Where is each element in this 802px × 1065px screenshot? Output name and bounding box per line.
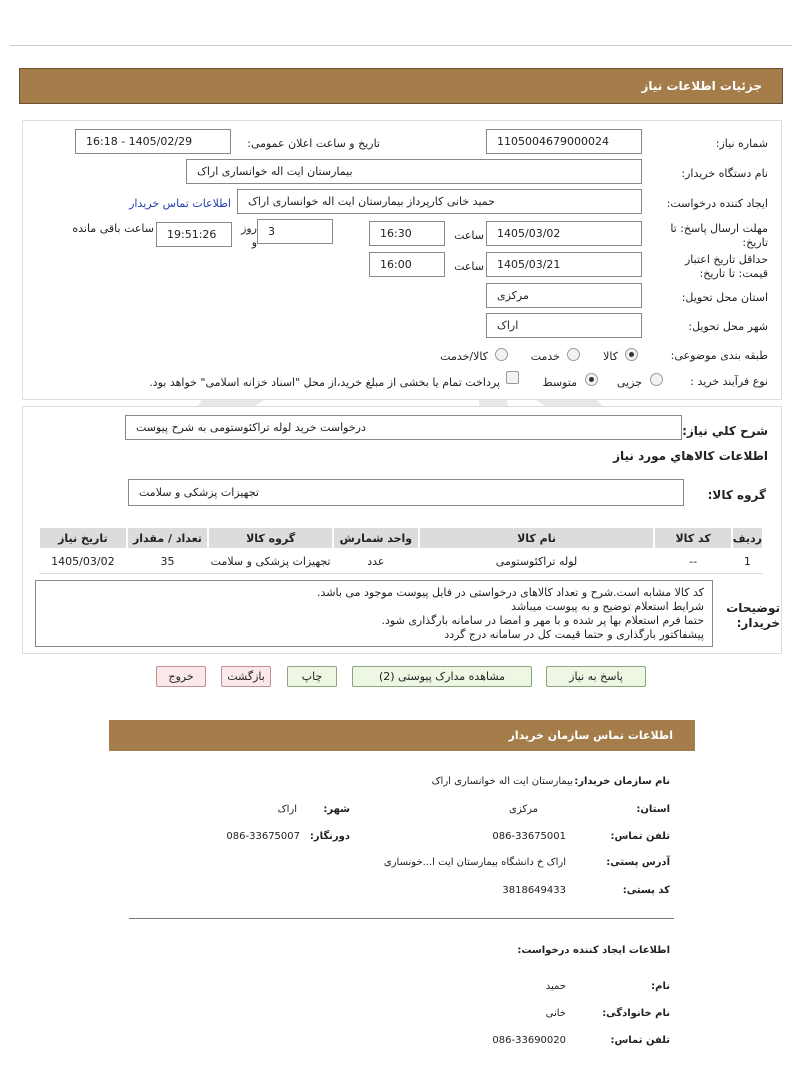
validity-time-label: ساعت bbox=[454, 260, 484, 273]
col-code: کد کالا bbox=[654, 527, 731, 549]
cell-quantity: 35 bbox=[127, 549, 208, 573]
fax-value: 086-33675007 bbox=[226, 831, 300, 842]
days-label: روز و bbox=[241, 222, 257, 249]
category-label: طبقه بندی موضوعی: bbox=[670, 349, 768, 362]
creator-field: حمید خانی کارپرداز بیمارستان ایت اله خوانساری اراک bbox=[237, 189, 642, 214]
fax-label: دورنگار: bbox=[309, 831, 350, 842]
province-label: استان محل تحویل: bbox=[681, 291, 768, 304]
category-goods-label: کالا bbox=[603, 350, 618, 363]
cell-unit: عدد bbox=[333, 549, 419, 573]
treasury-payment-note: پرداخت تمام یا بخشی از مبلغ خرید،از محل "اسناد خزانه اسلامی" خواهد بود. bbox=[149, 376, 500, 389]
col-name: نام کالا bbox=[419, 527, 655, 549]
process-medium-label: متوسط bbox=[542, 376, 577, 389]
deadline-time-label: ساعت bbox=[454, 229, 484, 242]
category-goods-radio[interactable] bbox=[625, 348, 638, 361]
deadline-label: مهلت ارسال پاسخ: تا تاریخ: bbox=[670, 222, 768, 249]
announce-label: تاریخ و ساعت اعلان عمومی: bbox=[247, 137, 380, 150]
creator-name-value: حمید bbox=[545, 981, 566, 992]
description-field: درخواست خرید لوله تراکئوستومی به شرح پیوست bbox=[125, 415, 682, 440]
page-header bbox=[19, 68, 783, 104]
creator-phone-value: 086-33690020 bbox=[492, 1035, 566, 1046]
treasury-payment-checkbox[interactable] bbox=[506, 371, 519, 384]
remaining-label: ساعت باقی مانده bbox=[72, 222, 154, 235]
category-both-radio[interactable] bbox=[495, 348, 508, 361]
creator-name-label: نام: bbox=[651, 981, 670, 992]
cell-code: -- bbox=[654, 549, 731, 573]
contact-title: اطلاعات تماس سازمان خریدار bbox=[508, 729, 673, 742]
print-button[interactable]: چاپ bbox=[287, 666, 337, 687]
announce-field: 1405/02/29 - 16:18 bbox=[75, 129, 231, 154]
category-service-label: خدمت bbox=[530, 350, 560, 363]
description-label: شرح کلي نياز: bbox=[682, 424, 768, 438]
city-field: اراک bbox=[486, 313, 642, 338]
back-button[interactable]: بازگشت bbox=[221, 666, 271, 687]
buyer-notes-label: توضیحات خریدار: bbox=[726, 601, 780, 630]
top-divider bbox=[10, 45, 792, 46]
creator-family-label: نام خانوادگی: bbox=[602, 1008, 670, 1019]
contact-header bbox=[109, 720, 695, 751]
province-field: مرکزی bbox=[486, 283, 642, 308]
category-both-label: کالا/خدمت bbox=[440, 350, 488, 363]
address-value: اراک خ دانشگاه بیمارستان ایت ا...خونساری bbox=[383, 857, 566, 868]
process-medium-radio[interactable] bbox=[585, 373, 598, 386]
goods-info-title: اطلاعات کالاهاي مورد نياز bbox=[613, 449, 768, 463]
process-partial-radio[interactable] bbox=[650, 373, 663, 386]
validity-time-field: 16:00 bbox=[369, 252, 445, 277]
phone-label: تلفن تماس: bbox=[610, 831, 670, 842]
goods-table bbox=[38, 526, 764, 574]
validity-date-field: 1405/03/21 bbox=[486, 252, 642, 277]
contact-province-label: استان: bbox=[636, 804, 670, 815]
buyer-org-label: نام دستگاه خریدار: bbox=[681, 167, 768, 180]
reply-button[interactable]: پاسخ به نیاز bbox=[546, 666, 646, 687]
col-group: گروه کالا bbox=[208, 527, 333, 549]
validity-label: حداقل تاریخ اعتبار قیمت: تا تاریخ: bbox=[684, 253, 768, 280]
note-line: حتما فرم استعلام بها پر شده و با مهر و امضا در سامانه بارگذاری شود. bbox=[381, 614, 704, 627]
buyer-notes-box bbox=[35, 580, 713, 647]
goods-table-header bbox=[39, 527, 763, 549]
need-number-label: شماره نیاز: bbox=[715, 137, 768, 150]
contact-province-value: مرکزی bbox=[509, 804, 538, 815]
postal-label: کد پستی: bbox=[622, 885, 670, 896]
city-label: شهر محل تحویل: bbox=[688, 320, 768, 333]
contact-divider bbox=[129, 918, 674, 919]
exit-button[interactable]: خروج bbox=[156, 666, 206, 687]
deadline-date-field: 1405/03/02 bbox=[486, 221, 642, 246]
creator-family-value: خانی bbox=[545, 1008, 566, 1019]
page-title: جزئیات اطلاعات نیاز bbox=[641, 79, 762, 93]
days-remaining-field: 3 bbox=[257, 219, 333, 244]
table-row bbox=[39, 549, 763, 573]
postal-value: 3818649433 bbox=[502, 885, 566, 896]
note-line: شرایط استعلام توضیح و به پیوست میباشد bbox=[511, 600, 704, 613]
col-unit: واحد شمارش bbox=[333, 527, 419, 549]
org-value: بیمارستان ایت اله خوانساری اراک bbox=[431, 776, 573, 787]
org-label: نام سازمان خریدار: bbox=[574, 776, 670, 787]
col-quantity: تعداد / مقدار bbox=[127, 527, 208, 549]
contact-city-value: اراک bbox=[277, 804, 297, 815]
creator-phone-label: تلفن تماس: bbox=[610, 1035, 670, 1046]
cell-row: 1 bbox=[732, 549, 763, 573]
remaining-time-field: 19:51:26 bbox=[156, 222, 232, 247]
need-number-field: 1105004679000024 bbox=[486, 129, 642, 154]
phone-value: 086-33675001 bbox=[492, 831, 566, 842]
address-label: آدرس پستی: bbox=[606, 857, 670, 868]
creator-info-title: اطلاعات ایجاد کننده درخواست: bbox=[517, 945, 670, 956]
note-line: پیشفاکتور بارگذاری و حتما قیمت کل در سامانه درج گردد bbox=[444, 628, 704, 641]
cell-date: 1405/03/02 bbox=[39, 549, 127, 573]
category-service-radio[interactable] bbox=[567, 348, 580, 361]
col-row: رديف bbox=[732, 527, 763, 549]
process-label: نوع فرآیند خرید : bbox=[690, 375, 768, 388]
buyer-contact-link[interactable]: اطلاعات تماس خریدار bbox=[129, 197, 231, 210]
goods-group-label: گروه کالا: bbox=[707, 488, 766, 502]
goods-group-field: تجهیزات پزشکی و سلامت bbox=[128, 479, 684, 506]
col-date: تاريخ نياز bbox=[39, 527, 127, 549]
deadline-time-field: 16:30 bbox=[369, 221, 445, 246]
contact-city-label: شهر: bbox=[323, 804, 350, 815]
process-partial-label: جزیی bbox=[616, 376, 642, 389]
attachments-button[interactable]: مشاهده مدارک پیوستی (2) bbox=[352, 666, 532, 687]
creator-label: ایجاد کننده درخواست: bbox=[666, 197, 768, 210]
cell-name: لوله تراکئوستومی bbox=[419, 549, 655, 573]
note-line: کد کالا مشابه است.شرح و تعداد کالاهای درخواستی در فایل پیوست موجود می باشد. bbox=[317, 586, 704, 599]
cell-group: تجهیزات پزشکی و سلامت bbox=[208, 549, 333, 573]
buyer-org-field: بیمارستان ایت اله خوانساری اراک bbox=[186, 159, 642, 184]
